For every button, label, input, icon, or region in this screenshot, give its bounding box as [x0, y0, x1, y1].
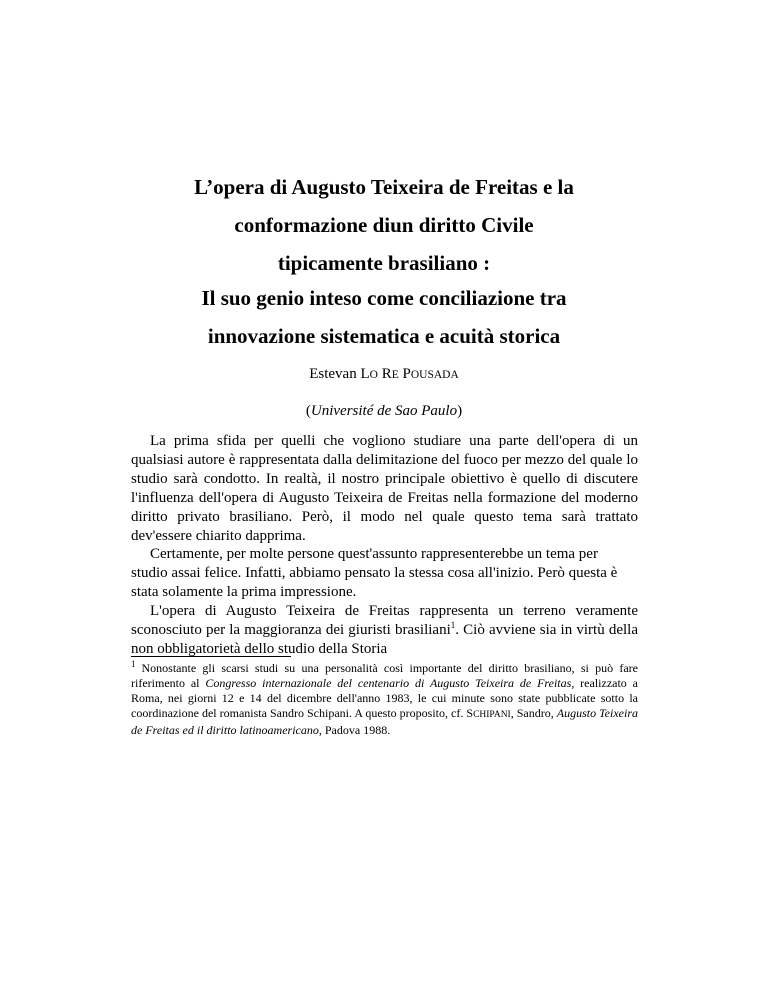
author-name	[0, 366, 768, 383]
affiliation-name: Université de Sao Paulo	[310, 403, 458, 419]
footnote-text-4: , Padova 1988.	[318, 723, 391, 737]
footnote-author-initial: S	[466, 706, 474, 720]
author-pousada-initial: P	[402, 366, 411, 382]
footnote-separator	[131, 656, 291, 657]
title-line-3: tipicamente brasiliano :	[277, 251, 491, 275]
footnote-number: 1	[131, 659, 136, 669]
footnote-congress-title: Congresso internazionale del centenario di Augusto Teixeira de Freitas	[205, 676, 572, 690]
paragraph-3-text-start: L'opera di Augusto Teixeira de Freitas rappresenta un terreno veramente sconosciuto per la maggioranza dei giuristi brasiliani	[131, 603, 638, 639]
paragraph-2: Certamente, per molte persone quest'assunto rappresenterebbe un tema per studio assai felice. Infatti, abbiamo pensato la stessa cosa all'inizio. Però questa è stata solamente la prima impressione.	[131, 546, 618, 601]
author-pousada-rest: OUSADA	[410, 369, 459, 381]
title-line-1: L’opera di Augusto Teixeira de Freitas e la	[194, 175, 574, 199]
title-line-2: conformazione diun diritto Civile	[234, 213, 534, 237]
footnote-text-3: , Sandro,	[510, 706, 557, 720]
footnote-text-1: Nonostante gli scarsi studi su una personalità così importante del diritto brasiliano, si può fare riferimento al	[131, 661, 638, 690]
author-affiliation	[0, 403, 768, 420]
footnote-reference-1: 1	[450, 620, 456, 631]
author-re-rest: E	[391, 369, 399, 381]
paragraph-3-text-end: . Ciò avviene sia in virtù della non obbligatorietà dello studio della Storia	[131, 622, 638, 657]
paragraph-3	[131, 602, 638, 659]
title-line-5: innovazione sistematica e acuità storica	[207, 324, 561, 348]
footnote-1	[131, 661, 638, 738]
title-line-4: Il suo genio inteso come conciliazione tra	[201, 286, 567, 310]
affiliation-open-paren: (	[305, 403, 311, 419]
author-first-name: Estevan	[309, 366, 357, 382]
affiliation-close-paren: )	[457, 403, 463, 419]
footnote-author-rest: CHIPANI	[473, 710, 511, 720]
author-re-initial: R	[381, 366, 392, 382]
paragraph-1: La prima sfida per quelli che vogliono studiare una parte dell'opera di un qualsiasi autore è rappresentata dalla delimitazione del fuoco per mezzo del quale lo studio sarà condotto. In realtà, il nostro principale obiettivo è quello di discutere l'influenza dell'opera di Augusto Teixeira de Freitas nella formazione del moderno diritto privato brasiliano. Però, il modo nel quale questo tema sarà trattato dev'essere chiarito dapprima.	[131, 433, 638, 544]
author-lo-initial: L	[360, 366, 370, 382]
author-lo-rest: O	[369, 369, 378, 381]
body-text	[131, 432, 638, 659]
footnote-text-2: , realizzato a Roma, nei giorni 12 e 14 del dicembre dell'anno 1983, le cui minute sono state pubblicate sotto la coordinazione del romanista Sandro Schipani. A questo proposito, cf.	[131, 676, 638, 720]
footnote-book-title: Augusto Teixeira de Freitas ed il diritto latinoamericano	[131, 706, 638, 737]
